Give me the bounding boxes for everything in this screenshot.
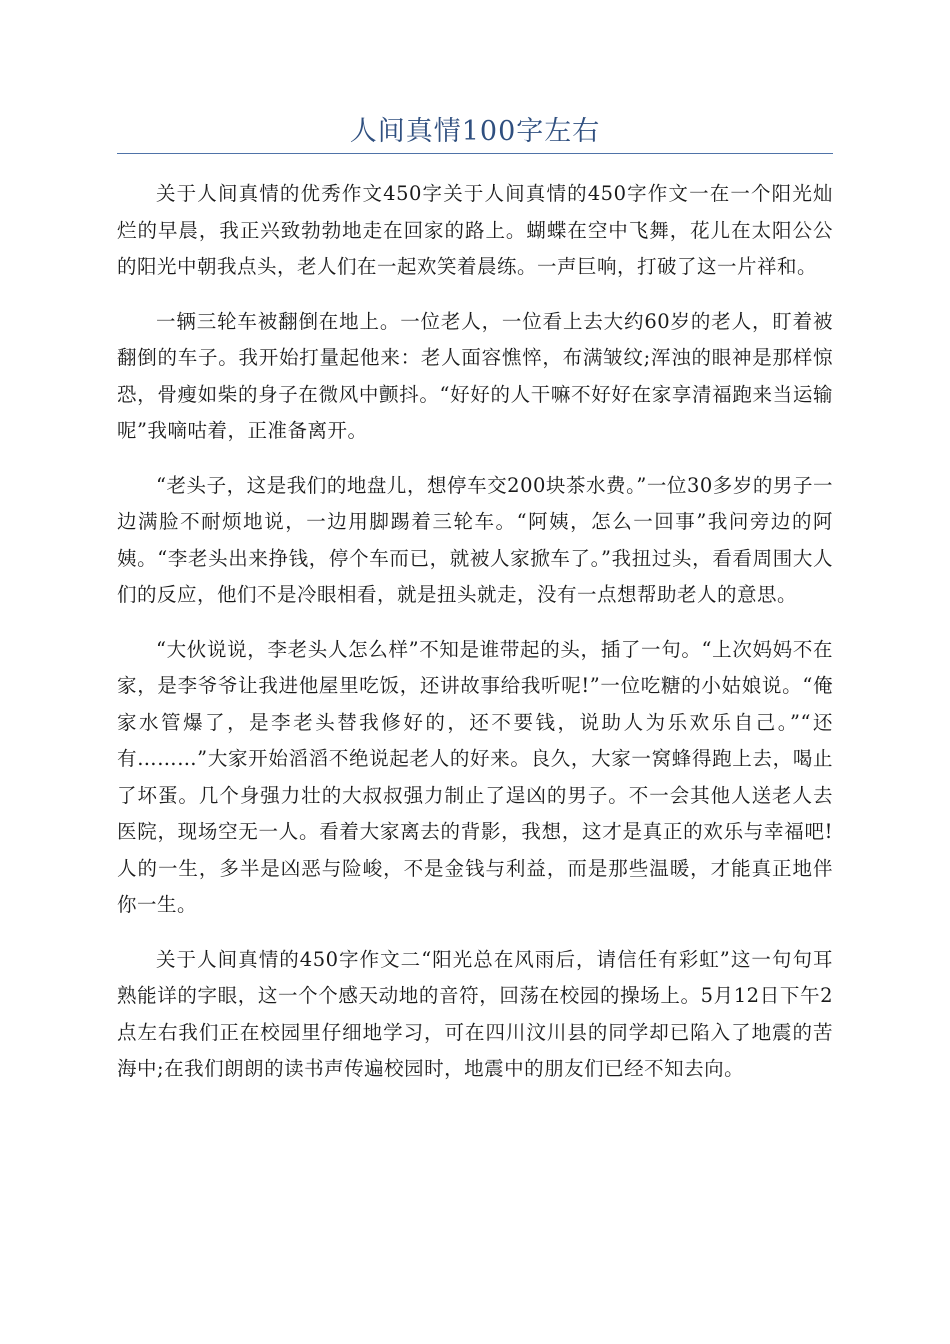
title-divider bbox=[117, 153, 833, 154]
paragraph-1: 关于人间真情的优秀作文450字关于人间真情的450字作文一在一个阳光灿烂的早晨，我正兴致勃勃地走在回家的路上。蝴蝶在空中飞舞，花儿在太阳公公的阳光中朝我点头，老人们在一起欢笑着晨练。一声巨响，打破了这一片祥和。 bbox=[117, 182, 833, 278]
paragraph-3: “老头子，这是我们的地盘儿，想停车交200块茶水费。”一位30多岁的男子一边满脸不耐烦地说，一边用脚踢着三轮车。“阿姨，怎么一回事”我问旁边的阿姨。“李老头出来挣钱，停个车而已，就被人家掀车了。”我扭过头，看看周围大人们的反应，他们不是冷眼相看，就是扭头就走，没有一点想帮助老人的意思。 bbox=[117, 473, 833, 606]
document-title: 人间真情100字左右 bbox=[349, 116, 601, 147]
document-body bbox=[117, 176, 833, 1106]
paragraph-4: “大伙说说，李老头人怎么样”不知是谁带起的头，插了一句。“上次妈妈不在家，是李爷爷让我进他屋里吃饭，还讲故事给我听呢!”一位吃糖的小姑娘说。“俺家水管爆了，是李老头替我修好的，还不要钱，说助人为乐欢乐自己。”“还有………”大家开始滔滔不绝说起老人的好来。良久，大家一窝蜂得跑上去，喝止了坏蛋。几个身强力壮的大叔叔强力制止了逞凶的男子。不一会其他人送老人去医院，现场空无一人。看着大家离去的背影，我想，这才是真正的欢乐与幸福吧!人的一生，多半是凶恶与险峻，不是金钱与利益，而是那些温暖，才能真正地伴你一生。 bbox=[117, 637, 833, 916]
paragraph-5: 关于人间真情的450字作文二“阳光总在风雨后，请信任有彩虹”这一句句耳熟能详的字眼，这一个个感天动地的音符，回荡在校园的操场上。5月12日下午2点左右我们正在校园里仔细地学习，可在四川汶川县的同学却已陷入了地震的苦海中;在我们朗朗的读书声传遍校园时，地震中的朋友们已经不知去向。 bbox=[117, 947, 833, 1080]
paragraph-2: 一辆三轮车被翻倒在地上。一位老人，一位看上去大约60岁的老人，盯着被翻倒的车子。我开始打量起他来：老人面容憔悴，布满皱纹;浑浊的眼神是那样惊恐，骨瘦如柴的身子在微风中颤抖。“好好的人干嘛不好好在家享清福跑来当运输呢”我嘀咕着，正准备离开。 bbox=[117, 309, 833, 442]
